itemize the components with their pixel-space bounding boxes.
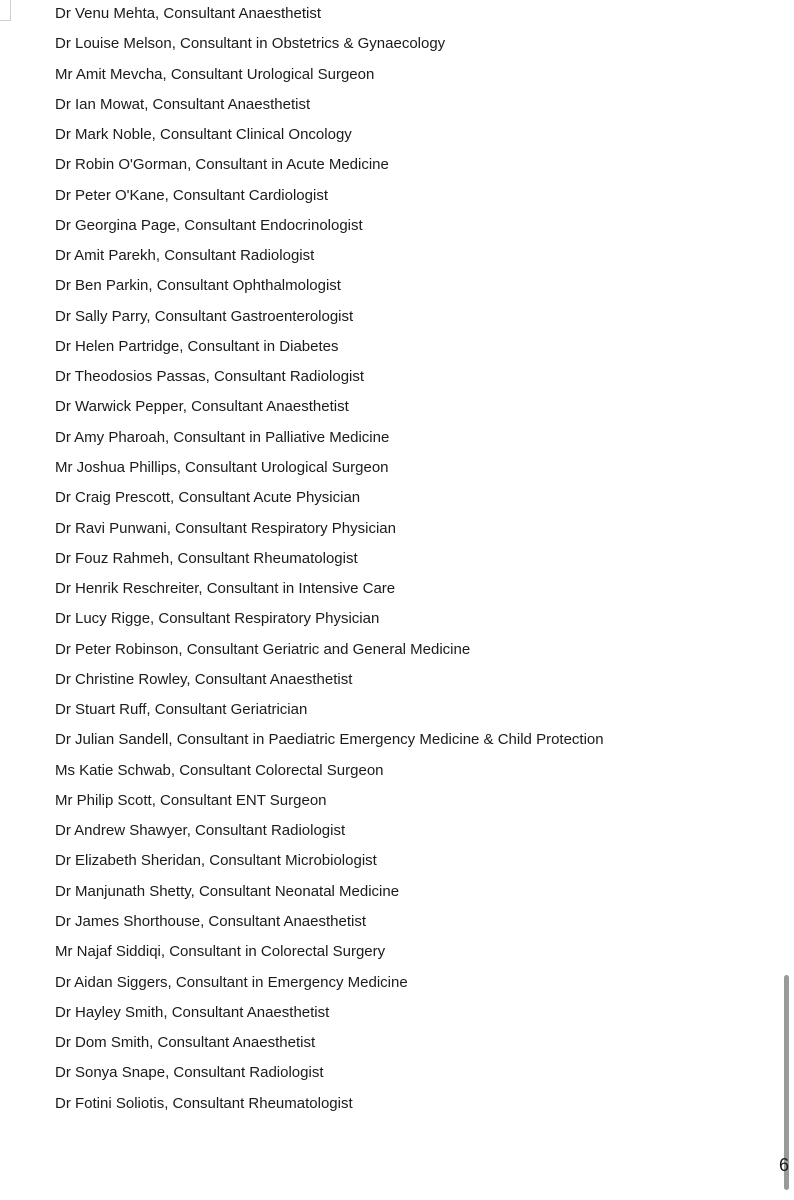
list-item: Dr Ben Parkin, Consultant Ophthalmologist xyxy=(55,277,341,295)
list-item: Dr Craig Prescott, Consultant Acute Physician xyxy=(55,489,361,507)
list-item: Dr James Shorthouse, Consultant Anaesthetist xyxy=(55,912,367,930)
list-item: Dr Sonya Snape, Consultant Radiologist xyxy=(55,1064,324,1082)
list-item: Dr Aidan Siggers, Consultant in Emergency Medicine xyxy=(55,973,408,991)
list-item: Dr Robin O'Gorman, Consultant in Acute Medicine xyxy=(55,156,389,174)
list-item: Dr Helen Partridge, Consultant in Diabetes xyxy=(55,337,339,355)
list-item: Mr Philip Scott, Consultant ENT Surgeon xyxy=(55,791,327,809)
list-item: Dr Hayley Smith, Consultant Anaesthetist xyxy=(55,1003,330,1021)
list-item: Dr Elizabeth Sheridan, Consultant Microbiologist xyxy=(55,852,377,870)
list-item: Dr Andrew Shawyer, Consultant Radiologist xyxy=(55,822,346,840)
list-item: Dr Henrik Reschreiter, Consultant in Intensive Care xyxy=(55,580,396,598)
list-item: Dr Ravi Punwani, Consultant Respiratory Physician xyxy=(55,519,396,537)
list-item: Dr Julian Sandell, Consultant in Paediatric Emergency Medicine & Child Protection xyxy=(55,731,604,749)
list-item: Dr Warwick Pepper, Consultant Anaesthetist xyxy=(55,398,349,416)
list-item: Ms Katie Schwab, Consultant Colorectal Surgeon xyxy=(55,761,384,779)
list-item: Dr Dom Smith, Consultant Anaesthetist xyxy=(55,1034,316,1052)
list-item: Dr Mark Noble, Consultant Clinical Oncology xyxy=(55,126,352,144)
list-item: Mr Amit Mevcha, Consultant Urological Surgeon xyxy=(55,65,375,83)
list-item: Dr Georgina Page, Consultant Endocrinologist xyxy=(55,216,363,234)
page-number: 6 xyxy=(779,1155,790,1175)
list-item: Dr Sally Parry, Consultant Gastroenterologist xyxy=(55,307,354,325)
list-item: Dr Lucy Rigge, Consultant Respiratory Physician xyxy=(55,610,380,628)
list-item: Mr Najaf Siddiqi, Consultant in Colorectal Surgery xyxy=(55,943,386,961)
page-corner-mark xyxy=(0,0,11,21)
list-item: Dr Ian Mowat, Consultant Anaesthetist xyxy=(55,95,311,113)
list-item: Dr Manjunath Shetty, Consultant Neonatal Medicine xyxy=(55,882,400,900)
list-item: Dr Peter O'Kane, Consultant Cardiologist xyxy=(55,186,328,204)
list-item: Mr Joshua Phillips, Consultant Urological Surgeon xyxy=(55,458,389,476)
list-item: Dr Peter Robinson, Consultant Geriatric and General Medicine xyxy=(55,640,471,658)
list-item: Dr Stuart Ruff, Consultant Geriatrician xyxy=(55,701,308,719)
consultant-list xyxy=(55,1,604,1121)
list-item: Dr Venu Mehta, Consultant Anaesthetist xyxy=(55,5,321,22)
list-item: Dr Amy Pharoah, Consultant in Palliative Medicine xyxy=(55,428,390,446)
list-item: Dr Fouz Rahmeh, Consultant Rheumatologist xyxy=(55,549,358,567)
list-item: Dr Amit Parekh, Consultant Radiologist xyxy=(55,247,315,265)
list-item: Dr Louise Melson, Consultant in Obstetrics & Gynaecology xyxy=(55,35,446,53)
list-item: Dr Fotini Soliotis, Consultant Rheumatologist xyxy=(55,1094,353,1112)
list-item: Dr Christine Rowley, Consultant Anaesthetist xyxy=(55,670,353,688)
list-item: Dr Theodosios Passas, Consultant Radiologist xyxy=(55,368,365,386)
